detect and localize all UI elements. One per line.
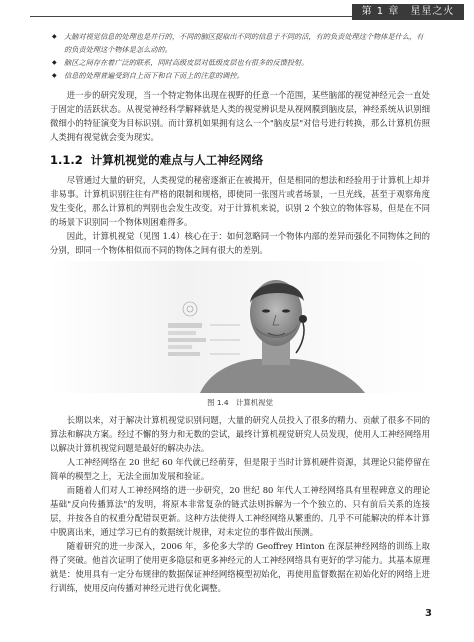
page-number: 3 — [425, 608, 432, 619]
bullet-list — [50, 30, 430, 82]
section-number: 1.1.2 — [50, 153, 83, 167]
paragraph: 进一步的研究发现，当一个特定物体出现在视野的任意一个范围，某些脑部的视觉神经元会一直处于固定的活跃状态。从视觉神经科学解释就是人类的视觉辨识是从视网膜到脑皮层，神经系统从识别细微细小的特征演变为目标识别。而计算机如果拥有这么一个"脑皮层"对信号进行转换，那么计算机仿照人类拥有视觉就会变为现实。 — [50, 90, 430, 142]
chapter-title: 第 1 章 星星之火 — [352, 4, 464, 20]
figure-computer-vision — [50, 261, 430, 393]
section-heading — [50, 151, 430, 169]
paragraph: 长期以来，对于解决计算机视觉识别问题，大量的研究人员投入了很多的精力、贡献了很多不同的算法和解决方案。经过不懈的努力和无数的尝试，最终计算机视觉研究人员发现，使用人工神经网络用以解决计算机视觉问题是最好的解决办法。 — [50, 415, 430, 453]
page-content — [50, 30, 430, 595]
running-header — [0, 0, 474, 22]
paragraph: 人工神经网络在 20 世纪 60 年代就已经萌芽，但是限于当时计算机硬件资源，其理论只能停留在简单的模型之上，无法全面加发展和验证。 — [50, 457, 430, 481]
bullet-item: ◆ 信息的处理普遍受到自上而下和自下而上的注意的调控。 — [50, 69, 430, 82]
paragraph: 而随着人们对人工神经网络的进一步研究，20 世纪 80 年代人工神经网络具有里程碑意义的理论基础"反向传播算法"的发明，将原本非常复杂的链式法则拆解为一个个独立的、只有前后关系的连接层，并按各自的权重分配错误更新。这种方法使得人工神经网络从繁重的、几乎不可能解决的样本计算中脱离出来，通过学习已有的数据统计规律，对未定位的事件做出预测。 — [50, 485, 430, 537]
bullet-item: ◆ 大脑对视觉信息的处理也是并行的，不同的脑区提取出不同的信息于不同的活，有的负责处理这个物体是什么，有的负责处理这个物体是怎么动的。 — [50, 30, 430, 56]
paragraph: 因此，计算机视觉（见图 1.4）核心在于：如何忽略同一个物体内部的差异而强化不同物体之间的分别，即同一个物体相似而不同的物体之间有很大的差别。 — [50, 231, 430, 255]
paragraph: 随着研究的进一步深入，2006 年，多伦多大学的 Geoffrey Hinton 在深层神经网络的训练上取得了突破。他首次证明了使用更多隐层和更多神经元的人工神经网络具有更好的学习能力。其基本原理就是：使用具有一定分布规律的数据保证神经网络模型初始化，再使用监督数据在初始化好的网络上进行训练，使用反向传播对神经元进行优化调整。 — [50, 541, 430, 593]
section-title: 计算机视觉的难点与人工神经网络 — [90, 153, 264, 167]
bullet-item: ◆ 脑区之间存在着广泛的联系，同时高级皮层对低级皮层也有很多的反馈投射。 — [50, 56, 430, 69]
paragraph: 尽管通过大量的研究，人类视觉的秘密逐渐正在被揭开，但是相同的想法和经验用于计算机上却并非易事。计算机识别往往有严格的限制和规格，即使同一张图片或者场景，一旦光线，甚至于观察角度发生变化，那么计算机的判别也会发生改变。对于计算机来说，识别 2 个独立的物体容易，但是在不同的场景下识别同一个物体则困难得多。 — [50, 175, 430, 227]
figure-image — [50, 261, 430, 393]
figure-caption: 图 1.4 计算机视觉 — [207, 398, 273, 407]
